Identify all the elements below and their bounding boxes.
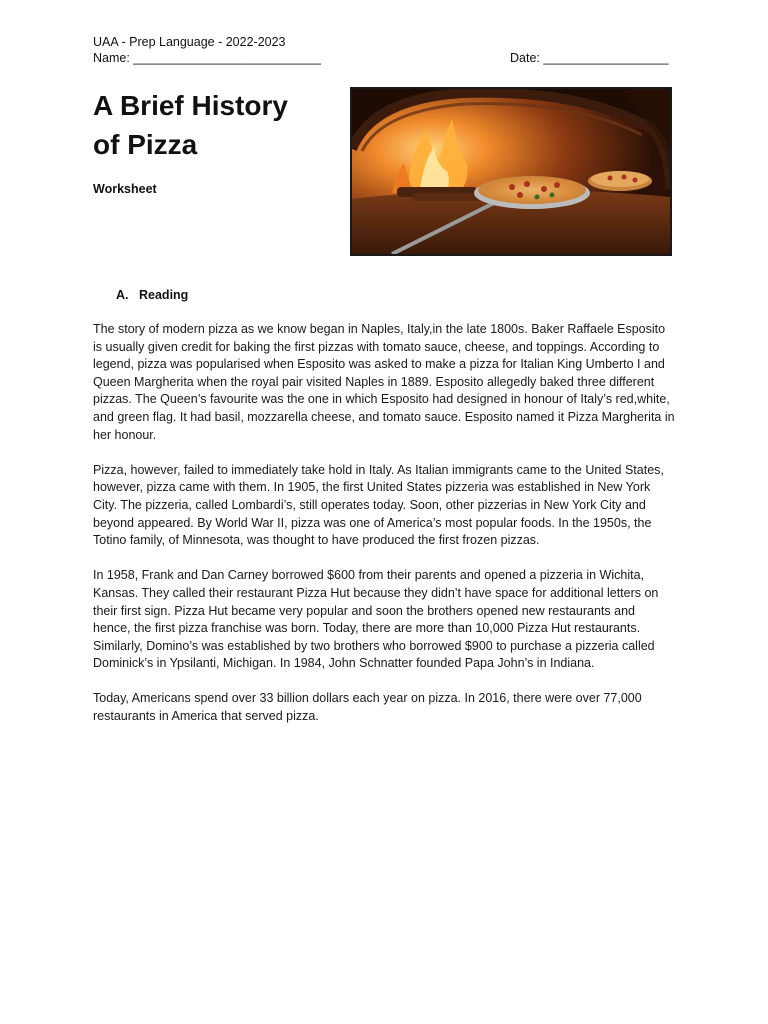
paragraph-4: Today, Americans spend over 33 billion dollars each year on pizza. In 2016, there were over 77,000 restaurants in America that served pizza.: [93, 691, 642, 724]
page-title: [93, 86, 343, 164]
title-line-1: A Brief History: [93, 90, 289, 121]
paragraph-2: Pizza, however, failed to immediately take hold in Italy. As Italian immigrants came to the United States, however, pizza came with them. In 1905, the first United States pizzeria was established in New York City. The pizzeria, called Lombardi’s, still operates today. Soon, other pizzerias in New York City and beyond appeared. By World War II, pizza was one of America’s most popular foods. In the 1950s, the Totino family, of Minnesota, was thought to have produced the first frozen pizzas.: [93, 462, 664, 548]
reading-text: [93, 321, 675, 743]
paragraph-1: The story of modern pizza as we know began in Naples, Italy,in the late 1800s. Baker Raffaele Esposito is usually given credit for baking the first pizzas with tomato sauce, cheese, and toppings. According to legend, pizza was popularised when Esposito was asked to make a pizza for Italian King Umberto I and Queen Margherita when the royal pair visited Naples in 1889. Esposito allegedly baked three different pizzas. The Queen’s favourite was the one in which Esposito had designed in honour of Italy’s red,white, and green flag. It had basil, mozzarella cheese, and tomato sauce. Esposito named it Pizza Margherita in her honour.: [93, 322, 675, 442]
section-label: Reading: [139, 288, 189, 302]
paragraph-3: In 1958, Frank and Dan Carney borrowed $600 from their parents and opened a pizzeria in Wichita, Kansas. They called their restaurant Pizza Hut because they didn’t have space for additional letters on their first sign. Pizza Hut became very popular and soon the brothers opened new restaurants and hence, the first pizza franchise was born. Today, there are more than 10,000 Pizza Hut restaurants. Similarly, Domino’s was established by two brothers who borrowed $900 to purchase a pizzeria called Dominick’s in Ypsilanti, Michigan. In 1984, John Schnatter founded Papa John’s in Indiana.: [93, 568, 659, 671]
worksheet-subtitle: Worksheet: [93, 182, 157, 196]
pizza-oven-photo: [350, 87, 672, 256]
section-heading-reading: [116, 288, 188, 302]
pizza-oven-icon: [352, 89, 670, 254]
section-marker: A.: [116, 288, 129, 302]
date-field: Date: __________________: [510, 51, 669, 65]
course-header: UAA - Prep Language - 2022-2023: [93, 35, 286, 49]
title-line-2: of Pizza: [93, 129, 198, 160]
name-field: Name: ___________________________: [93, 51, 321, 65]
